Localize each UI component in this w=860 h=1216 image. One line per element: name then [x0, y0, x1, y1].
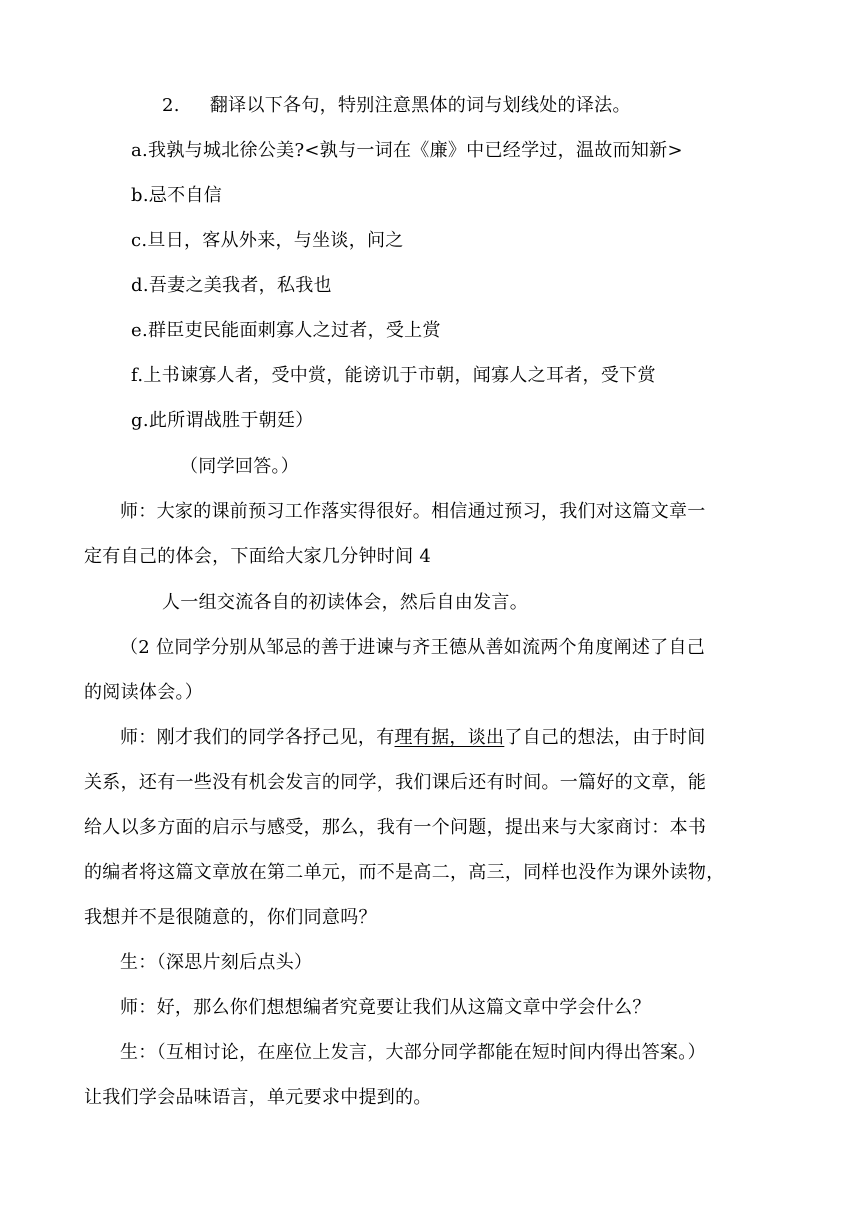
teacher-remark-2-line-4: 的编者将这篇文章放在第二单元，而不是高二，高三，同样也没作为课外读物，	[84, 862, 725, 883]
sentence-f: f.上书谏寡人者，受中赏，能谤讥于市朝，闻寡人之耳者，受下赏	[131, 365, 656, 386]
teacher-remark-1-line-3: 人一组交流各自的初读体会，然后自由发言。	[162, 592, 528, 613]
student-response-2-line-2: 让我们学会品味语言，单元要求中提到的。	[84, 1087, 432, 1108]
teacher-remark-2-line-3: 给人以多方面的启示与感受，那么，我有一个问题，提出来与大家商讨：本书	[84, 817, 707, 838]
student-response-2-line-1: 生：（互相讨论，在座位上发言，大部分同学都能在短时间内得出答案。）	[120, 1042, 706, 1063]
item-2-number: 2.	[162, 95, 180, 116]
sentence-e: e.群臣吏民能面刺寡人之过者，受上赏	[131, 320, 441, 341]
class-note-line-2: 的阅读体会。）	[84, 682, 204, 703]
underlined-phrase: 理有据，谈出	[394, 727, 505, 748]
teacher-remark-3: 师：好，那么你们想想编者究竟要让我们从这篇文章中学会什么？	[120, 997, 651, 1018]
teacher-remark-1-line-1: 师：大家的课前预习工作落实得很好。相信通过预习，我们对这篇文章一	[120, 501, 706, 522]
teacher-remark-1-line-2: 定有自己的体会，下面给大家几分钟时间 4	[84, 546, 432, 567]
class-note-line-1: （2 位同学分别从邹忌的善于进谏与齐王德从善如流两个角度阐述了自己	[120, 637, 706, 658]
student-response-1: 生：（深思片刻后点头）	[120, 952, 313, 973]
teacher-remark-2-line-1	[120, 726, 706, 750]
teacher-remark-2-prefix: 师：刚才我们的同学各抒己见，有	[120, 727, 395, 748]
item-2-instruction: 翻译以下各句，特别注意黑体的词与划线处的译法。	[209, 95, 631, 116]
sentence-g: g.此所谓战胜于朝廷）	[131, 410, 314, 431]
sentence-c: c.旦日，客从外来，与坐谈，问之	[131, 230, 404, 251]
teacher-remark-2-suffix: 了自己的想法，由于时间	[504, 727, 706, 748]
sentence-d: d.吾妻之美我者，私我也	[131, 275, 332, 296]
students-answer-note: （同学回答。）	[180, 456, 300, 477]
teacher-remark-2-line-5: 我想并不是很随意的，你们同意吗？	[84, 907, 377, 928]
sentence-b: b.忌不自信	[131, 185, 223, 206]
item-2-line	[162, 94, 631, 118]
teacher-remark-2-line-2: 关系，还有一些没有机会发言的同学，我们课后还有时间。一篇好的文章，能	[84, 772, 707, 793]
sentence-a: a.我孰与城北徐公美?<孰与一词在《廉》中已经学过，温故而知新>	[131, 140, 683, 161]
